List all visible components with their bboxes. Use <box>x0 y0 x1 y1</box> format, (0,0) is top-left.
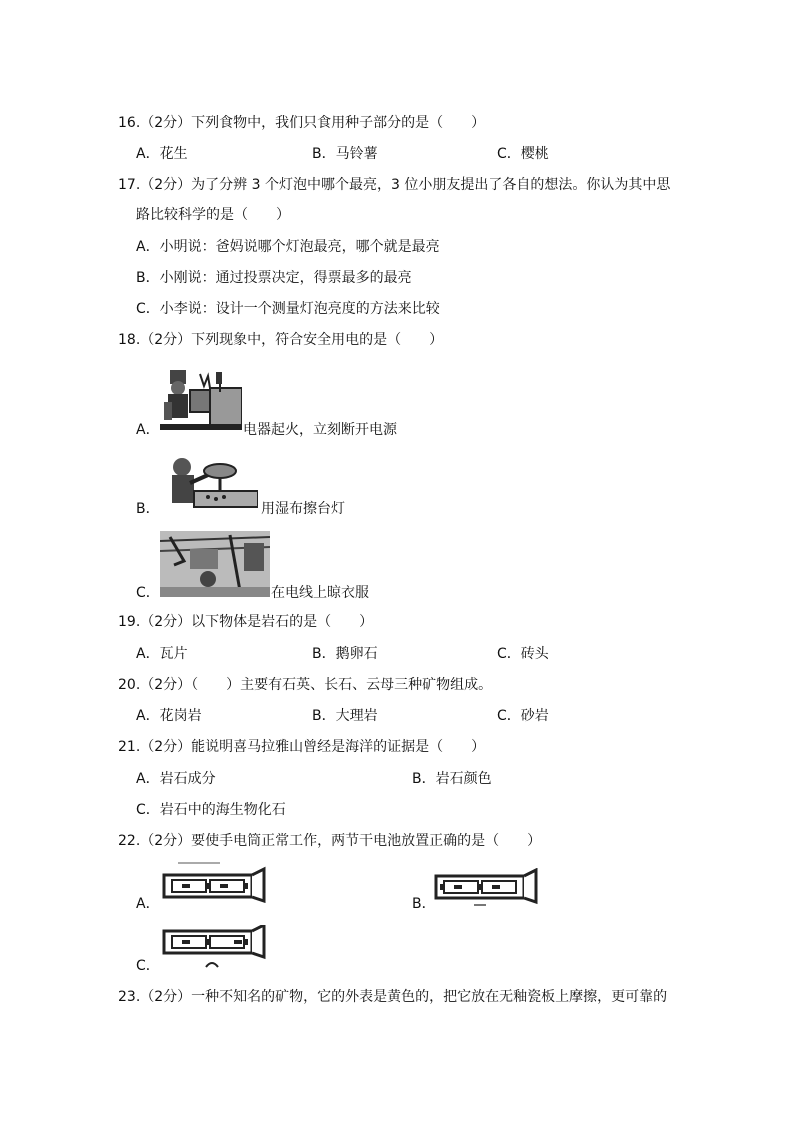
q21-option-c: C．岩石中的海生物化石 <box>136 802 286 818</box>
q20-option-c: C．砂岩 <box>497 708 549 724</box>
question-20-stem: 20.（2分）（ ）主要有石英、长石、云母三种矿物组成。 <box>118 677 493 693</box>
question-22-stem: 22.（2分）要使手电筒正常工作，两节干电池放置正确的是（ ） <box>118 833 542 849</box>
question-21-stem: 21.（2分）能说明喜马拉雅山曾经是海洋的证据是（ ） <box>118 739 486 755</box>
q22-option-c-letter: C． <box>136 958 160 974</box>
flashlight-batteries-a-illustration <box>160 861 268 903</box>
question-18-stem: 18.（2分）下列现象中，符合安全用电的是（ ） <box>118 332 444 348</box>
question-19-stem: 19.（2分）以下物体是岩石的是（ ） <box>118 614 374 630</box>
question-23-stem: 23.（2分）一种不知名的矿物，它的外表是黄色的，把它放在无釉瓷板上摩擦，更可靠的 <box>118 989 668 1005</box>
flashlight-batteries-c-illustration <box>160 925 268 969</box>
clothes-on-wire-illustration <box>160 531 270 597</box>
person-wiping-lamp-illustration <box>160 453 258 515</box>
q17-option-c: C．小李说：设计一个测量灯泡亮度的方法来比较 <box>136 301 440 317</box>
q18-option-c-letter: C． <box>136 585 160 601</box>
q20-option-a: A．花岗岩 <box>136 708 202 724</box>
flashlight-batteries-b-illustration <box>434 868 540 908</box>
q19-option-a: A．瓦片 <box>136 646 188 662</box>
q22-option-a-letter: A． <box>136 896 160 912</box>
q22-option-b-letter: B． <box>412 896 436 912</box>
q19-option-b: B．鹅卵石 <box>312 646 378 662</box>
q18-option-a-letter: A． <box>136 422 160 438</box>
q21-option-a: A．岩石成分 <box>136 771 216 787</box>
q16-option-b: B．马铃薯 <box>312 146 378 162</box>
person-fire-illustration <box>160 366 242 436</box>
q18-option-b-text: 用湿布擦台灯 <box>261 501 345 517</box>
q18-option-c-text: 在电线上晾衣服 <box>271 585 369 601</box>
q19-option-c: C．砖头 <box>497 646 549 662</box>
q18-option-b-letter: B． <box>136 501 160 517</box>
q20-option-b: B．大理岩 <box>312 708 378 724</box>
question-17-stem-line1: 17.（2分）为了分辨 3 个灯泡中哪个最亮，3 位小朋友提出了各自的想法。你认为其中思 <box>118 177 671 193</box>
q21-option-b: B．岩石颜色 <box>412 771 492 787</box>
q16-option-a: A．花生 <box>136 146 188 162</box>
q18-option-a-text: 电器起火，立刻断开电源 <box>243 422 397 438</box>
question-17-stem-line2: 路比较科学的是（ ） <box>136 207 290 223</box>
q16-option-c: C．樱桃 <box>497 146 549 162</box>
q17-option-a: A．小明说：爸妈说哪个灯泡最亮，哪个就是最亮 <box>136 239 440 255</box>
question-16-stem: 16.（2分）下列食物中，我们只食用种子部分的是（ ） <box>118 115 486 131</box>
q17-option-b: B．小刚说：通过投票决定，得票最多的最亮 <box>136 270 412 286</box>
